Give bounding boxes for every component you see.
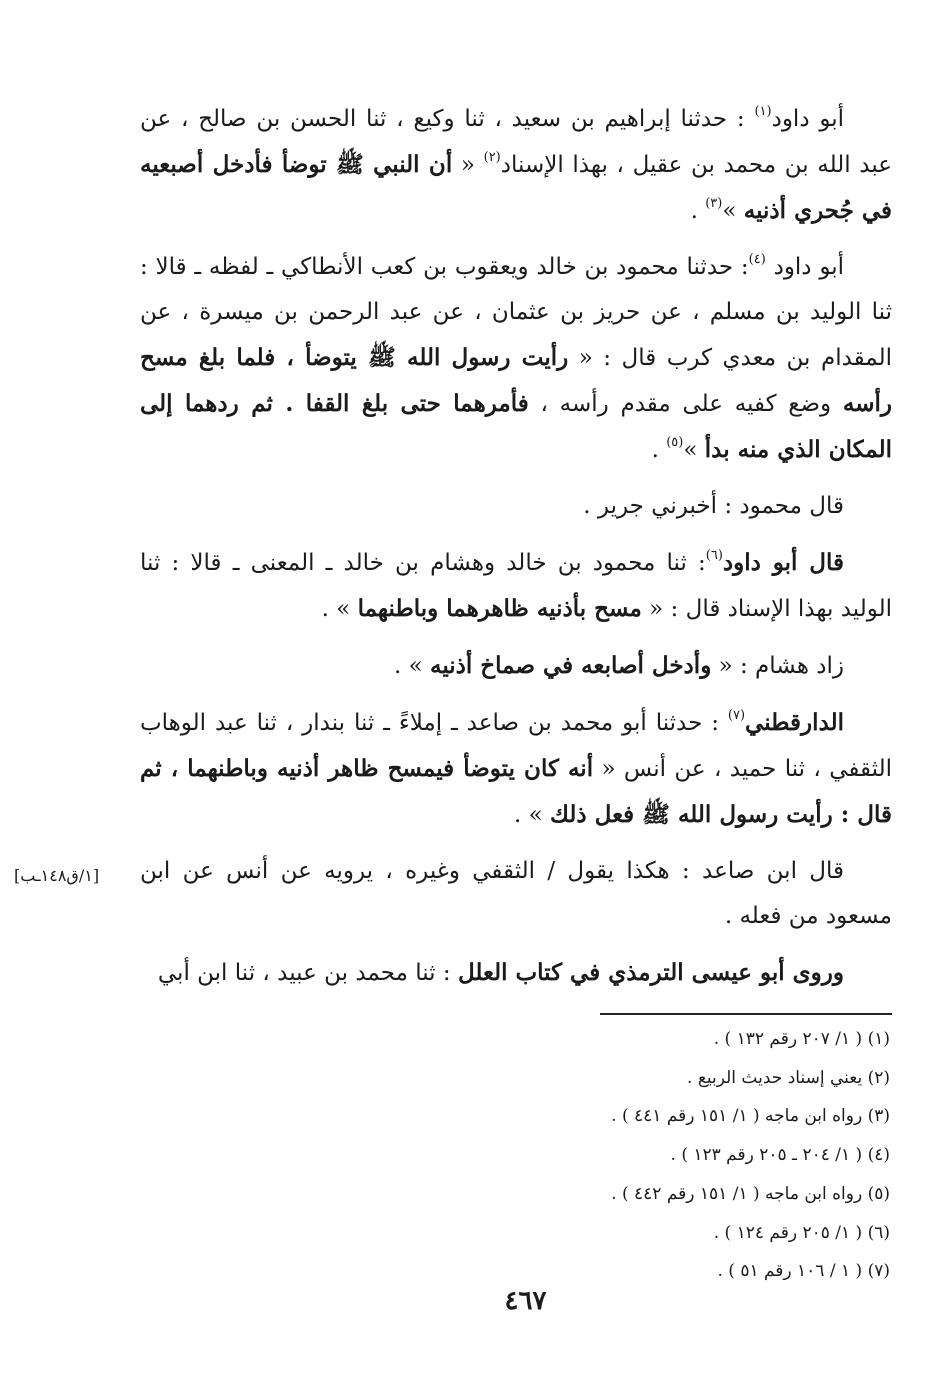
emphasized-text: قال أبو داود: [722, 549, 844, 576]
footnote: (٥) رواه ابن ماجه ( ١/ ١٥١ رقم ٤٤٢ ) .: [611, 1183, 890, 1204]
footnote-reference: (١): [754, 104, 772, 119]
footnote: (٧) ( ١ / ١٠٦ رقم ٥١ ) .: [717, 1261, 890, 1282]
footnote: (٦) ( ١/ ٢٠٥ رقم ١٢٤ ) .: [713, 1222, 890, 1243]
footnote-reference: (٦): [705, 548, 723, 563]
paragraph-abu-dawud-2: [140, 245, 892, 473]
text-run: »: [722, 198, 744, 224]
emphasized-text: وأدخل أصابعه في صماخ أذنيه: [429, 652, 712, 679]
emphasized-text: فأمرهما حتى بلغ القفا . ثم ردهما إلى المكان الذي منه بدأ: [140, 390, 892, 463]
paragraph-abu-dawud-1: [140, 97, 892, 234]
footnote-reference: (٣): [705, 196, 723, 211]
paragraph-ibn-saed: [140, 849, 892, 939]
text-run: قال محمود : أخبرني جرير .: [583, 493, 844, 519]
footnote: (٤) ( ١/ ٢٠٤ ـ ٢٠٥ رقم ١٢٣ ) .: [670, 1145, 890, 1166]
text-run: قال ابن صاعد : هكذا يقول / الثقفي وغيره ، يرويه عن أنس عن ابن مسعود من فعله .: [140, 858, 892, 929]
footnote: (٣) رواه ابن ماجه ( ١/ ١٥١ رقم ٤٤١ ) .: [611, 1106, 890, 1127]
footnote-reference: (٧): [727, 708, 746, 723]
text-run: زاد هشام : «: [711, 653, 844, 679]
text-run: : حدثنا أبو محمد بن صاعد ـ إملاءً ـ ثنا بندار ، ثنا عبد الوهاب الثقفي ، ثنا حميد ، عن أنس «: [140, 710, 892, 782]
emphasized-text: الدارقطني: [745, 709, 844, 736]
text-run: : ثنا محمود بن خالد وهشام بن خالد ـ المعنى ـ قالا : ثنا الوليد بهذا الإسناد قال : «: [140, 550, 892, 622]
footnote-reference: (٤): [748, 252, 766, 267]
footnote: (٢) يعني إسناد حديث الربيع .: [687, 1067, 890, 1088]
footnotes: [480, 1020, 890, 1291]
text-run: : حدثنا محمود بن خالد ويعقوب بن كعب الأنطاكي ـ لفظه ـ قالا : ثنا الوليد بن مسلم ، عن حريز بن عثمان ، عن عبد الرحمن بن ميسرة ، عن المقدام بن معدي كرب قال : «: [140, 254, 892, 371]
paragraph-tirmidhi: [140, 950, 892, 996]
text-run: : ثنا محمد بن عبيد ، ثنا ابن أبي: [157, 960, 458, 986]
text-run: : حدثنا إبراهيم بن سعيد ، ثنا وكيع ، ثنا الحسن بن صالح ، عن عبد الله بن محمد بن عقيل ، بهذا الإسناد: [140, 106, 893, 178]
text-run: .: [690, 198, 706, 224]
text-run: أبو داود: [771, 106, 844, 132]
emphasized-text: أنه كان يتوضأ فيمسح ظاهر أذنيه وباطنهما ، ثم قال : رأيت رسول الله ﷺ فعل ذلك: [140, 755, 892, 828]
text-run: وضع كفيه على مقدم رأسه ،: [528, 391, 843, 417]
text-run: «: [452, 152, 484, 178]
emphasized-text: رأيت رسول الله ﷺ يتوضأ ، فلما بلغ مسح رأسه: [140, 344, 892, 417]
text-run: »: [683, 437, 705, 463]
page-number: ٤٦٧: [504, 1286, 547, 1316]
footnote: (١) ( ١/ ٢٠٧ رقم ١٣٢ ) .: [713, 1029, 890, 1049]
main-text: [140, 97, 892, 996]
text-run: » .: [393, 653, 430, 679]
text-run: أبو داود: [765, 254, 844, 280]
text-run: .: [651, 437, 667, 463]
paragraph-daraqutni: [140, 700, 892, 838]
footnote-separator: [600, 1013, 892, 1015]
emphasized-text: أن النبي ﷺ توضأ فأدخل أصبعيه في جُحري أذنيه: [140, 151, 892, 224]
footnote-reference: (٥): [666, 435, 684, 450]
footnote-reference: (٢): [483, 150, 501, 165]
paragraph-mahmud: [140, 484, 892, 529]
text-run: » .: [514, 802, 551, 828]
text-run: » .: [321, 596, 358, 622]
manuscript-folio-note: [١/ق١٤٨ـب]: [14, 866, 100, 885]
paragraph-abu-dawud-3: [140, 540, 892, 632]
emphasized-text: مسح بأذنيه ظاهرهما وباطنهما: [357, 595, 642, 622]
emphasized-text: وروى أبو عيسى الترمذي في كتاب العلل: [457, 959, 844, 986]
paragraph-hisham: [140, 643, 892, 689]
